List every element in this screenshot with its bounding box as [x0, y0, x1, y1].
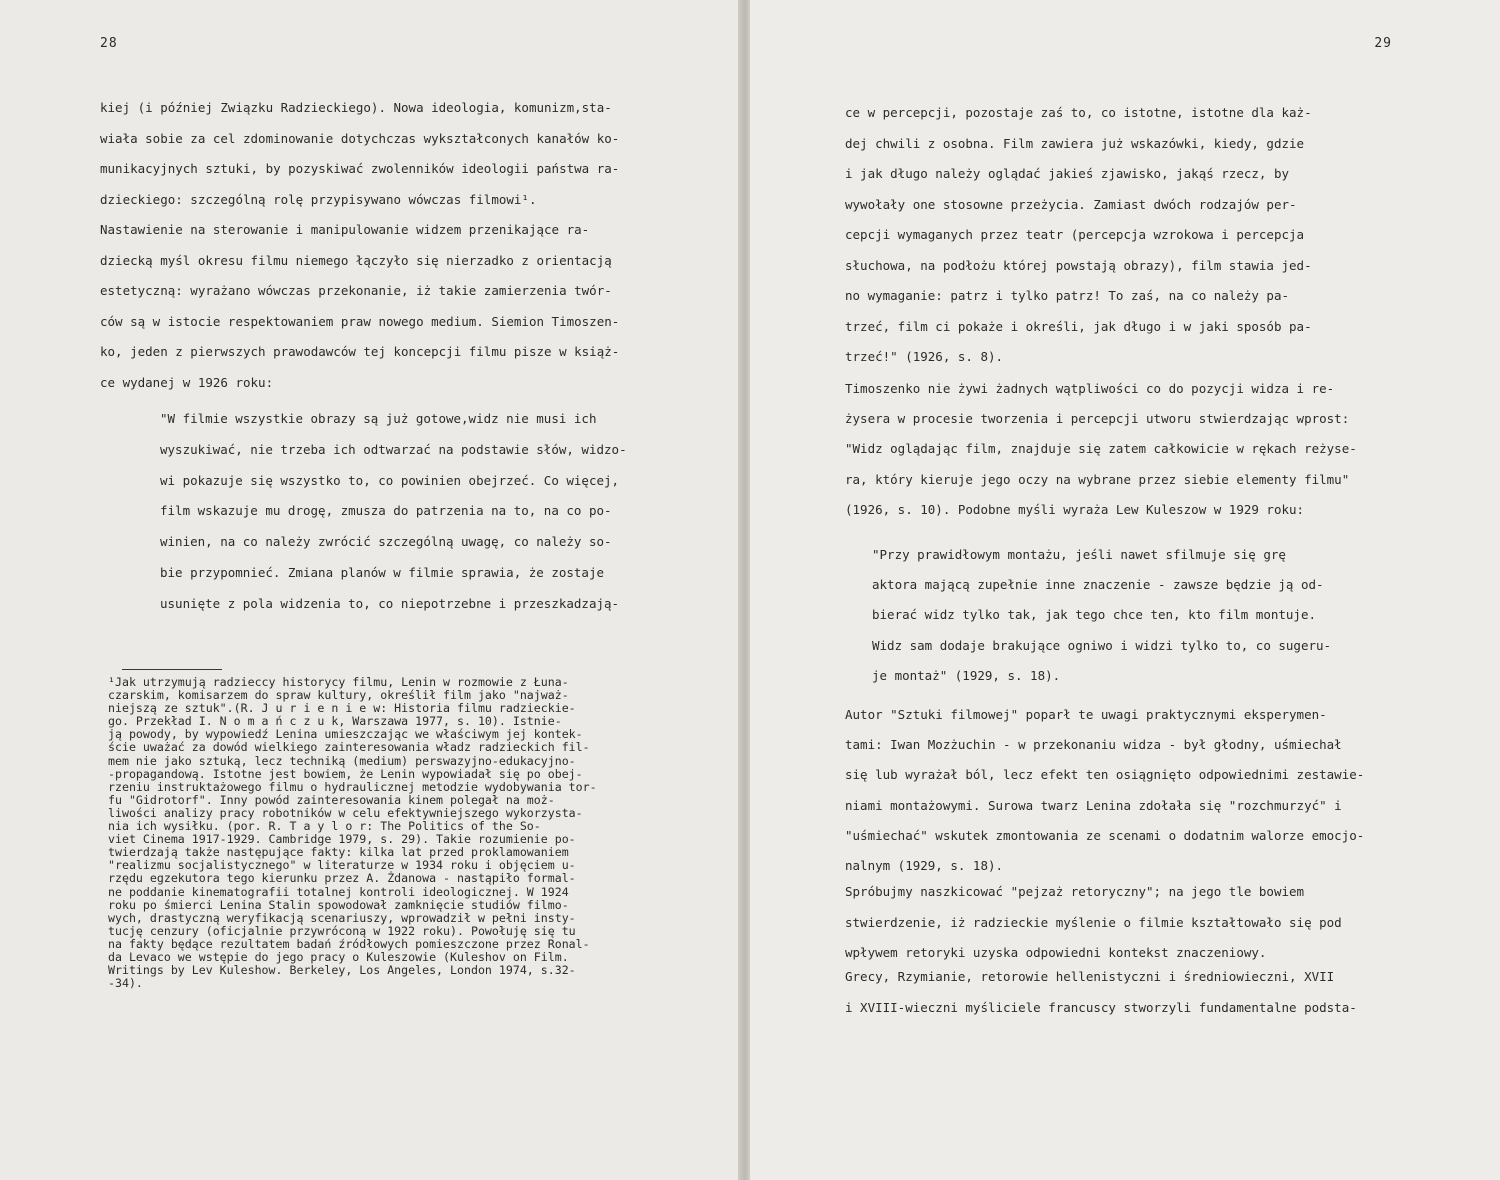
- quote-line: wyszukiwać, nie trzeba ich odtwarzać na podstawie słów, widzo-: [160, 441, 627, 457]
- text-line: i jak długo należy oglądać jakieś zjawisko, jakąś rzecz, by: [845, 166, 1290, 181]
- footnote-line: roku po śmierci Lenina Stalin spowodował zamknięcie studiów filmo-: [108, 897, 569, 912]
- text-line: cepcji wymaganych przez teatr (percepcja wzrokowa i percepcja: [845, 227, 1305, 242]
- text-line: wywołały one stosowne przeżycia. Zamiast dwóch rodzajów per-: [845, 196, 1297, 212]
- footnote-line: niejszą ze sztuk".(R. J u r i e n i e w: Historia filmu radzieckie-: [108, 701, 576, 716]
- footnote-line: ście uważać za dowód wielkiego zainteresowania władz radzieckich fil-: [108, 740, 590, 755]
- footnote-line: wych, drastyczną weryfikacją scenariuszy, wprowadził w pełni insty-: [108, 910, 576, 925]
- block-quote: [872, 540, 1385, 691]
- text-line: ko, jeden z pierwszych prawodawców tej koncepcji filmu pisze w książ-: [100, 344, 620, 359]
- text-line: ce w percepcji, pozostaje zaś to, co istotne, istotne dla każ-: [845, 105, 1312, 120]
- quote-line: aktora mającą zupełnie inne znaczenie - zawsze będzie ją od-: [872, 577, 1324, 593]
- footnote-line: -34).: [108, 976, 143, 991]
- body-text: [100, 93, 702, 398]
- text-line: i XVIII-wieczni myśliciele francuscy stworzyli fundamentalne podsta-: [845, 999, 1357, 1015]
- text-line: ce wydanej w 1926 roku:: [100, 374, 274, 390]
- quote-line: wi pokazuje się wszystko to, co powinien obejrzeć. Co więcej,: [160, 472, 620, 488]
- text-line: dziecką myśl okresu filmu niemego łączyło się nierzadko z orientacją: [100, 252, 612, 268]
- footnote-line: twierdzają także następujące fakty: kilka lat przed proklamowaniem: [108, 845, 569, 860]
- text-line: trzeć!" (1926, s. 8).: [845, 349, 1004, 364]
- text-line: dzieckiego: szczególną rolę przypisywano wówczas filmowi¹.: [100, 191, 537, 207]
- text-line: ra, który kieruje jego oczy na wybrane przez siebie elementy filmu": [845, 471, 1350, 487]
- text-line: Grecy, Rzymianie, retorowie hellenistyczni i średniowieczni, XVII: [845, 969, 1335, 984]
- footnote-line: tucję cenzury (oficjalnie przywróconą w 1922 roku). Powołuję się tu: [108, 923, 576, 938]
- text-line: (1926, s. 10). Podobne myśli wyraża Lew Kuleszow w 1929 roku:: [845, 501, 1305, 517]
- footnote-line: -propagandową. Istotne jest bowiem, że Lenin wypowiadał się po obej-: [108, 766, 583, 781]
- paragraph: [845, 98, 1385, 373]
- quote-line: je montaż" (1929, s. 18).: [872, 667, 1061, 683]
- text-line: Autor "Sztuki filmowej" poparł te uwagi praktycznymi eksperymen-: [845, 707, 1327, 722]
- footnote-line: rzędu egzekutora tego kierunku przez A. Żdanowa - nastąpiło formal-: [108, 871, 576, 886]
- footnote-line: na fakty będące rezultatem badań źródłowych pomieszczone przez Ronal-: [108, 936, 590, 951]
- paragraph: [845, 374, 1385, 525]
- footnote-line: czarskim, komisarzem do spraw kultury, określił film jako "najważ-: [108, 688, 569, 703]
- quote-line: winien, na co należy zwrócić szczególną uwagę, co należy so-: [160, 534, 612, 550]
- footnote-line: ją powody, by wypowiedź Lenina umieszczając we właściwym jej kontek-: [108, 727, 583, 742]
- footnote-line: ¹Jak utrzymują radzieccy historycy filmu, Lenin w rozmowie z Łuna-: [108, 675, 569, 689]
- quote-line: Widz sam dodaje brakujące ogniwo i widzi tylko to, co sugeru-: [872, 637, 1332, 653]
- footnote-line: Writings by Lev Kuleshow. Berkeley, Los Angeles, London 1974, s.32-: [108, 963, 576, 978]
- footnote-line: fu "Gidrotorf". Inny powód zainteresowania kinem polegał na moż-: [108, 792, 555, 807]
- quote-line: "Przy prawidłowym montażu, jeśli nawet sfilmuje się grę: [872, 547, 1286, 562]
- text-line: no wymaganie: patrz i tylko patrz! To zaś, na co należy pa-: [845, 288, 1290, 303]
- paragraph: [845, 962, 1385, 1023]
- footnote-line: liwości analizy pracy robotników w celu efektywniejszego wykorzysta-: [108, 805, 583, 820]
- text-line: kiej (i później Związku Radzieckiego). Nowa ideologia, komunizm,sta-: [100, 100, 612, 115]
- quote-line: "W filmie wszystkie obrazy są już gotowe,widz nie musi ich: [160, 411, 597, 426]
- quote-line: bie przypomnieć. Zmiana planów w filmie sprawia, że zostaje: [160, 564, 605, 580]
- footnote-line: mem nie jako sztuką, lecz techniką (medium) perswazyjno-edukacyjno-: [108, 753, 576, 768]
- quote-line: usunięte z pola widzenia to, co niepotrzebne i przeszkadzają-: [160, 595, 620, 611]
- footnote-line: nia ich wysiłku. (por. R. T a y l o r: The Politics of the So-: [108, 819, 541, 834]
- footnote-line: rzeniu instruktażowego filmu o hydraulicznej metodzie wydobywania tor-: [108, 779, 597, 794]
- paragraph: [100, 215, 702, 398]
- text-line: żysera w procesie tworzenia i percepcji utworu stwierdzając wprost:: [845, 411, 1350, 427]
- text-line: Timoszenko nie żywi żadnych wątpliwości co do pozycji widza i re-: [845, 381, 1335, 396]
- text-line: stwierdzenie, iż radzieckie myślenie o filmie kształtowało się pod: [845, 914, 1342, 930]
- footnote-line: viet Cinema 1917-1929. Cambridge 1979, s. 29). Takie rozumienie po-: [108, 832, 576, 847]
- text-line: Spróbujmy naszkicować "pejzaż retoryczny"; na jego tle bowiem: [845, 884, 1305, 899]
- text-line: słuchowa, na podłożu której powstają obrazy), film stawia jed-: [845, 257, 1312, 273]
- text-line: estetyczną: wyrażano wówczas przekonanie, iż takie zamierzenia twór-: [100, 283, 612, 298]
- text-line: trzeć, film ci pokaże i określi, jak długo i w jaki sposób pa-: [845, 318, 1312, 334]
- block-quote: [160, 404, 702, 620]
- page-number: 29: [1374, 36, 1392, 51]
- text-line: nalnym (1929, s. 18).: [845, 857, 1004, 873]
- paragraph: [100, 93, 702, 215]
- text-line: niami montażowymi. Surowa twarz Lenina zdołała się "rozchmurzyć" i: [845, 797, 1342, 813]
- text-line: wiała sobie za cel zdominowanie dotychczas wykształconych kanałów ko-: [100, 130, 620, 146]
- text-line: ców są w istocie respektowaniem praw nowego medium. Siemion Timoszen-: [100, 313, 620, 329]
- text-line: munikacyjnych sztuki, by pozyskiwać zwolenników ideologii państwa ra-: [100, 161, 620, 176]
- footnote-line: go. Przekład I. N o m a ń c z u k, Warszawa 1977, s. 10). Istnie-: [108, 714, 562, 729]
- text-line: "uśmiechać" wskutek zmontowania ze scenami o dodatnim walorze emocjo-: [845, 827, 1365, 843]
- text-line: wpływem retoryki uzyska odpowiedni kontekst znaczeniowy.: [845, 945, 1267, 960]
- footnote-line: "realizmu socjalistycznego" w literaturze w 1934 roku i objęciem u-: [108, 858, 576, 873]
- quote-line: film wskazuje mu drogę, zmusza do patrzenia na to, na co po-: [160, 503, 612, 519]
- text-line: tami: Iwan Mozżuchin - w przekonaniu widza - był głodny, uśmiechał: [845, 737, 1342, 753]
- text-line: dej chwili z osobna. Film zawiera już wskazówki, kiedy, gdzie: [845, 135, 1305, 151]
- text-line: Nastawienie na sterowanie i manipulowanie widzem przenikające ra-: [100, 222, 590, 237]
- right-page: [750, 0, 1500, 1180]
- paragraph: [845, 877, 1385, 969]
- footnote-line: ne poddanie kinematografii totalnej kontroli ideologicznej. W 1924: [108, 884, 569, 899]
- text-line: się lub wyrażał ból, lecz efekt ten osiągnięto odpowiednimi zestawie-: [845, 767, 1365, 783]
- footnote-divider: [122, 669, 222, 670]
- footnote-line: da Levaco we wstępie do jego pracy o Kuleszowie (Kuleshov on Film.: [108, 949, 569, 964]
- text-line: "Widz oglądając film, znajduje się zatem całkowicie w rękach reżyse-: [845, 441, 1357, 457]
- footnote: [108, 676, 708, 990]
- left-page: [0, 0, 742, 1180]
- quote-line: bierać widz tylko tak, jak tego chce ten, kto film montuje.: [872, 607, 1317, 623]
- page-number: 28: [100, 36, 118, 51]
- paragraph: [845, 700, 1385, 881]
